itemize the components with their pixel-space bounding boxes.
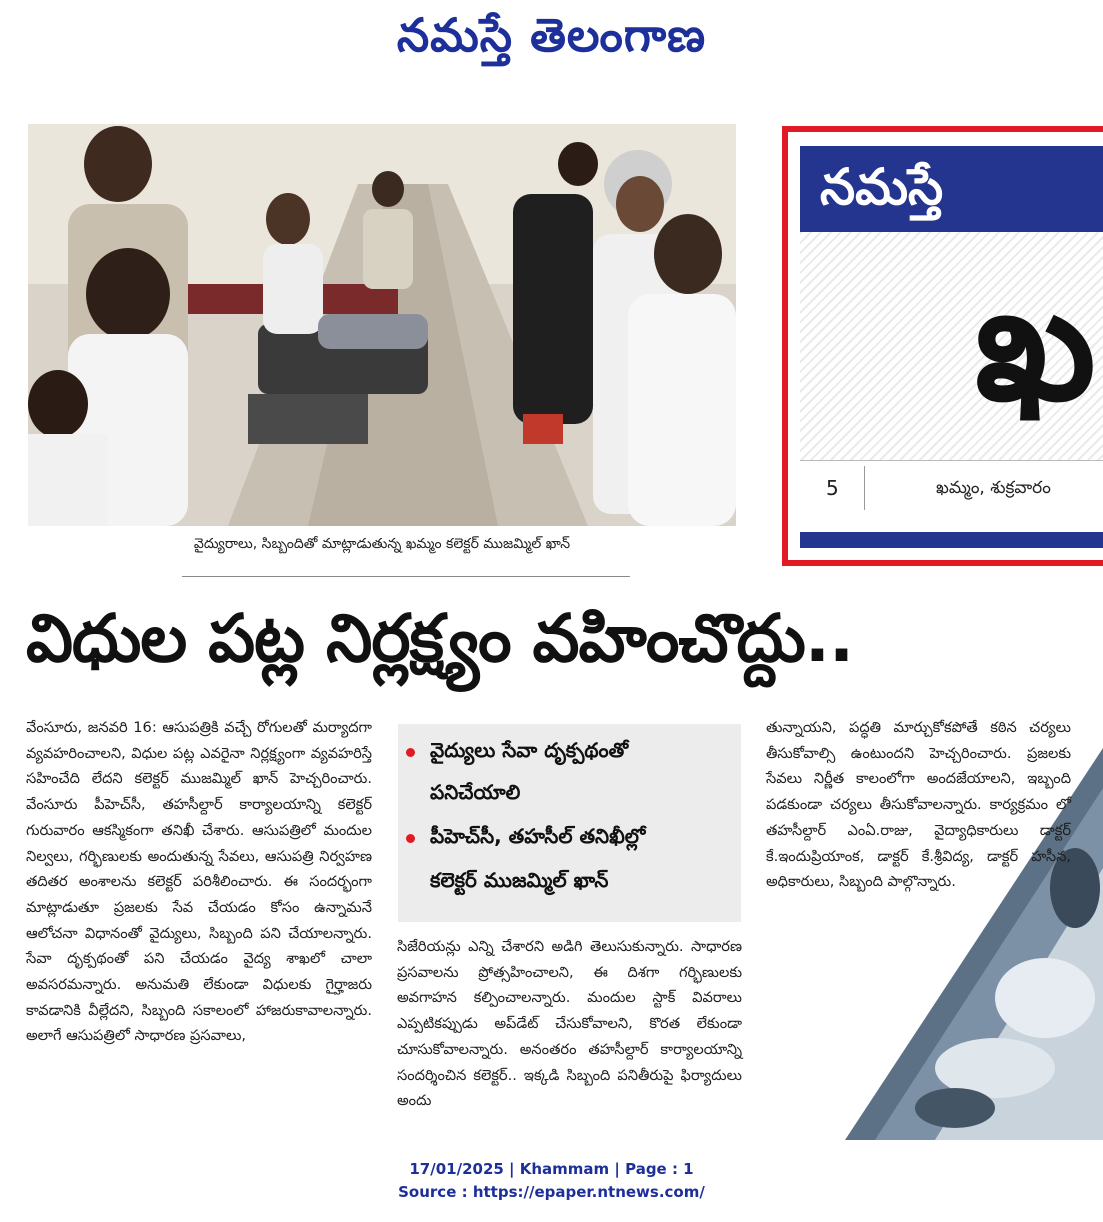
newspaper-masthead: నమస్తే తెలంగాణ: [396, 8, 707, 62]
highlight-box: [398, 724, 741, 922]
photo-caption: వైద్యురాలు, సిబ్బందితో మాట్లాడుతున్న ఖమ్మం కలెక్టర్ ముజమ్మిల్ ఖాన్: [193, 536, 571, 552]
column-1-text: వేంసూరు, జనవరి 16: ఆసుపత్రికి వచ్చే రోగులతో మర్యాదగా వ్యవహరించాలని, విధుల పట్ల ఎవరైనా నిర్లక్ష్యంగా వ్యవహరిస్తే సహించేది లేదని కలెక్టర్ ముజమ్మిల్ ఖాన్ హెచ్చరించారు. వేంసూరు పీహెచ్‌సీ, తహసీల్దార్ కార్యాలయాన్ని కలెక్టర్ గురువారం ఆకస్మికంగా తనిఖీ చేశారు. ఆసుపత్రిలో మందుల నిల్వలు, గర్భిణులకు అందుతున్న సేవలు, ఆసుపత్రి నిర్వహణ తదితర అంశాలను కలెక్టర్ పరిశీలించారు. ఈ సందర్భంగా మాట్లాడుతూ ప్రజలకు సేవ చేయడం కోసం ఉన్నామనే ఆలోచనా విధానంతో వైద్యులు, సిబ్బంది పని చేయాలన్నారు. సేవా దృక్పథంతో పని చేయడం వైద్య శాఖలో చాలా అవసరమన్నారు. అనుమతి లేకుండా విధులకు గైర్హాజరు కావడానికి వీల్లేదని, సిబ్బంది సకాలంలో హాజరుకావాలన్నారు. అలాగే ఆసుపత్రిలో సాధారణ ప్రసవాలు,: [26, 719, 372, 1045]
highlight-1-line-2: పనిచేయాలి: [430, 780, 521, 804]
article-column-1: [26, 715, 372, 1049]
footer-edition-line: 17/01/2025 | Khammam | Page : 1: [409, 1160, 694, 1178]
bullet-icon: [406, 834, 415, 843]
column-2-text: సిజేరియన్లు ఎన్ని చేశారని అడిగి తెలుసుకున్నారు. సాధారణ ప్రసవాలను ప్రోత్సహించాలని, ఈ దిశగా గర్భిణులకు అవగాహన కల్పించాలన్నారు. మందుల స్టాక్ వివరాలు ఎప్పటికప్పుడు అప్‌డేట్ చేసుకోవాలని, కొరత లేకుండా చూసుకోవాలన్నారు. అనంతరం తహసీల్దార్ కార్యాలయాన్ని సందర్శించిన కలెక్టర్.. ఇక్కడి సిబ్బంది పనితీరుపై ఫిర్యాదులు అందు: [397, 938, 742, 1110]
article-photo: [28, 124, 736, 526]
ad-divider: [864, 466, 865, 510]
caption-divider: [182, 576, 630, 577]
footer-source-line: Source : https://epaper.ntnews.com/: [398, 1183, 705, 1201]
highlight-2-line-1: పీహెచ్‌సీ, తహసీల్ తనిఖీల్లో: [430, 824, 646, 848]
ad-bottom-bar: [800, 532, 1103, 548]
ad-big-letter: ఖ: [975, 249, 1096, 436]
article-headline: విధుల పట్ల నిర్లక్ష్యం వహించొద్దు..: [26, 600, 854, 677]
ad-place-text: ఖమ్మం, శుక్రవారం: [936, 478, 1051, 498]
ad-brand-text: నమస్తే: [820, 158, 944, 216]
ad-page-number: 5: [826, 476, 839, 500]
column-3-text: తున్నాయని, పద్ధతి మార్చుకోకపోతే కఠిన చర్యలు తీసుకోవాల్సి ఉంటుందని హెచ్చరించారు. ప్రజలకు సేవలు నిర్ణీత కాలంలోగా అందజేయాలని, ఇబ్బంది పడకుండా చర్యలు తీసుకోవాలన్నారు. కార్యక్రమం లో తహసీల్దార్ ఎంఏ.రాజు, వైద్యాధికారులు డాక్టర్ కే.ఇందుప్రియాంక, డాక్టర్ కే.శ్రీవిద్య, డాక్టర్ హసీన, అధికారులు, సిబ్బంది పాల్గొన్నారు.: [766, 719, 1071, 891]
highlight-1-line-1: వైద్యులు సేవా దృక్పథంతో: [430, 738, 629, 762]
highlight-2-line-2: కలెక్టర్ ముజమ్మిల్ ఖాన్: [430, 868, 609, 892]
bullet-icon: [406, 748, 415, 757]
article-column-3: [766, 715, 1071, 895]
article-column-2: [397, 934, 742, 1114]
